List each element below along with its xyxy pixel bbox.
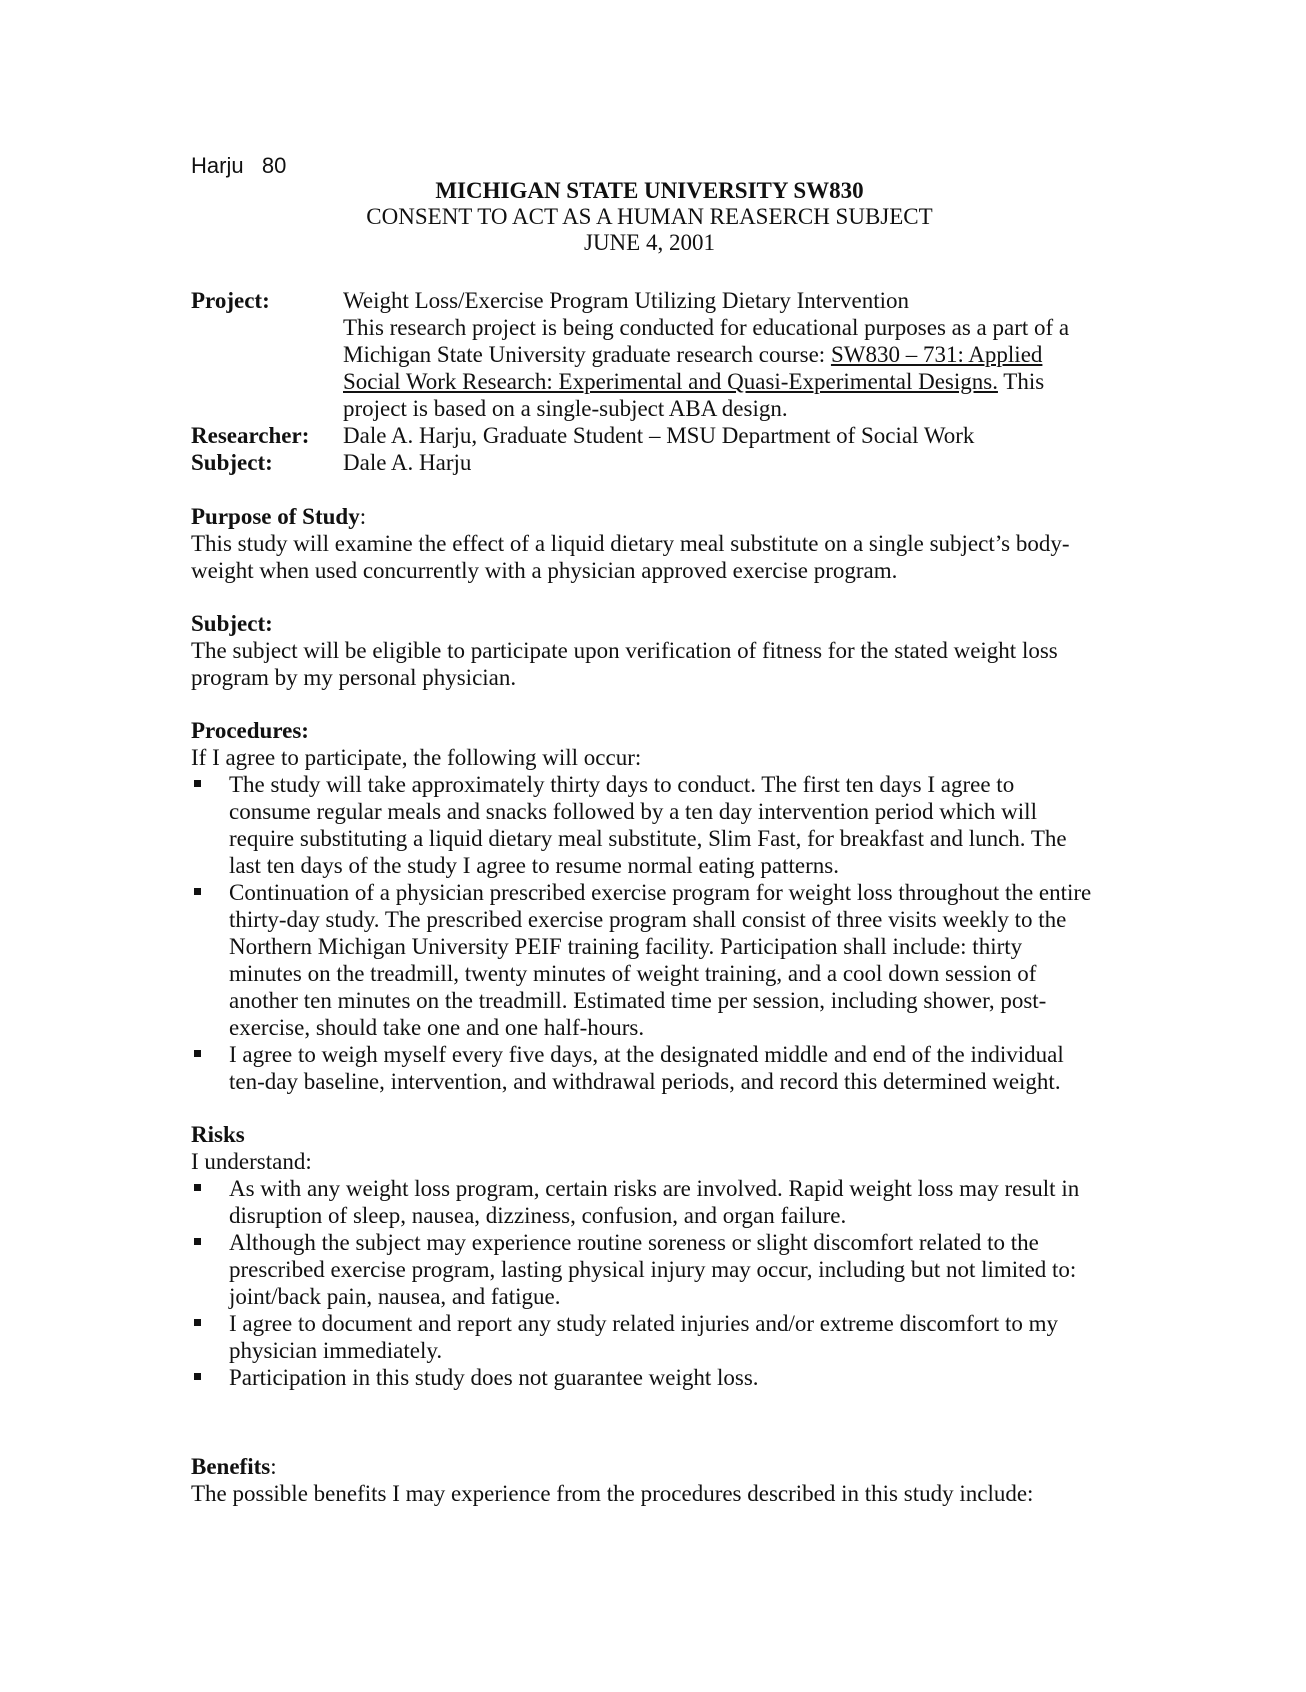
text-line: another ten minutes on the treadmill. Estimated time per session, including shower, post- bbox=[229, 988, 1047, 1013]
text-line: weight when used concurrently with a physician approved exercise program. bbox=[191, 558, 898, 583]
subject-heading: Subject: bbox=[191, 611, 273, 636]
document-title: MICHIGAN STATE UNIVERSITY SW830 bbox=[435, 178, 864, 203]
text-line: Northern Michigan University PEIF training facility. Participation shall include: thirty bbox=[229, 934, 1023, 959]
risks-heading: Risks bbox=[191, 1122, 245, 1147]
text-line: I agree to document and report any study related injuries and/or extreme discomfort to my bbox=[229, 1311, 1059, 1336]
benefits-text bbox=[191, 1480, 1121, 1507]
section-heading bbox=[191, 1453, 1121, 1480]
text-line: The subject will be eligible to participate upon verification of fitness for the stated weight loss bbox=[191, 638, 1058, 663]
subject-row bbox=[191, 449, 1121, 476]
text-line: last ten days of the study I agree to resume normal eating patterns. bbox=[229, 853, 839, 878]
text-line: joint/back pain, nausea, and fatigue. bbox=[229, 1284, 561, 1309]
researcher-label: Researcher: bbox=[191, 423, 310, 448]
subject-text bbox=[191, 637, 1121, 691]
project-line: project is based on a single-subject ABA design. bbox=[343, 396, 788, 421]
heading-colon: : bbox=[270, 1454, 277, 1479]
square-bullet-icon bbox=[194, 1050, 201, 1057]
subject-label: Subject: bbox=[191, 450, 273, 475]
square-bullet-icon bbox=[194, 888, 201, 895]
project-text: This bbox=[997, 369, 1045, 394]
project-text: Michigan State University graduate research course: bbox=[343, 342, 831, 367]
study-info bbox=[191, 287, 1121, 476]
text-line: prescribed exercise program, lasting physical injury may occur, including but not limited to: bbox=[229, 1257, 1077, 1282]
list-item bbox=[191, 1175, 1121, 1229]
text-line: Although the subject may experience routine soreness or slight discomfort related to the bbox=[229, 1230, 1039, 1255]
square-bullet-icon bbox=[194, 1238, 201, 1245]
risks-intro: I understand: bbox=[191, 1149, 312, 1174]
project-line bbox=[343, 368, 1121, 395]
square-bullet-icon bbox=[194, 780, 201, 787]
benefits-heading: Benefits bbox=[191, 1454, 271, 1479]
purpose-section bbox=[191, 503, 1121, 584]
list-item bbox=[191, 1310, 1121, 1364]
document-subtitle: CONSENT TO ACT AS A HUMAN REASERCH SUBJECT bbox=[366, 204, 933, 229]
subject-value: Dale A. Harju bbox=[343, 450, 472, 475]
square-bullet-icon bbox=[194, 1373, 201, 1380]
square-bullet-icon bbox=[194, 1184, 201, 1191]
square-bullet-icon bbox=[194, 1319, 201, 1326]
text-line: As with any weight loss program, certain risks are involved. Rapid weight loss may result in bbox=[229, 1176, 1080, 1201]
researcher-row bbox=[191, 422, 1121, 449]
text-line: exercise, should take one and one half-hours. bbox=[229, 1015, 645, 1040]
text-line: Participation in this study does not guarantee weight loss. bbox=[229, 1365, 759, 1390]
project-line: This research project is being conducted for educational purposes as a part of a bbox=[343, 315, 1070, 340]
text-line: Continuation of a physician prescribed exercise program for weight loss throughout the entire bbox=[229, 880, 1092, 905]
list-item bbox=[191, 771, 1121, 879]
text-line: require substituting a liquid dietary meal substitute, Slim Fast, for breakfast and lunch. The bbox=[229, 826, 1067, 851]
text-line: program by my personal physician. bbox=[191, 665, 517, 690]
course-name: Social Work Research: Experimental and Quasi-Experimental Designs. bbox=[343, 369, 998, 394]
project-label: Project: bbox=[191, 288, 270, 313]
list-item bbox=[191, 879, 1121, 1041]
text-line: The study will take approximately thirty days to conduct. The first ten days I agree to bbox=[229, 772, 1015, 797]
risks-section bbox=[191, 1121, 1121, 1391]
list-item bbox=[191, 1229, 1121, 1310]
text-line: consume regular meals and snacks followed by a ten day intervention period which will bbox=[229, 799, 1037, 824]
text-line: I agree to weigh myself every five days, at the designated middle and end of the individual bbox=[229, 1042, 1064, 1067]
text-line: The possible benefits I may experience from the procedures described in this study include: bbox=[191, 1481, 1034, 1506]
procedures-heading: Procedures: bbox=[191, 718, 309, 743]
risks-list bbox=[191, 1175, 1121, 1391]
procedures-section bbox=[191, 717, 1121, 1095]
purpose-heading: Purpose of Study bbox=[191, 504, 360, 529]
section-heading bbox=[191, 503, 1121, 530]
project-row bbox=[191, 287, 1121, 422]
procedures-list bbox=[191, 771, 1121, 1095]
text-line: This study will examine the effect of a liquid dietary meal substitute on a single subject’s body- bbox=[191, 531, 1070, 556]
text-line: physician immediately. bbox=[229, 1338, 443, 1363]
text-line: disruption of sleep, nausea, dizziness, confusion, and organ failure. bbox=[229, 1203, 847, 1228]
heading-colon: : bbox=[359, 504, 367, 529]
subject-section bbox=[191, 610, 1121, 691]
text-line: minutes on the treadmill, twenty minutes of weight training, and a cool down session of bbox=[229, 961, 1037, 986]
project-value bbox=[343, 287, 1121, 422]
project-line: Weight Loss/Exercise Program Utilizing Dietary Intervention bbox=[343, 288, 909, 313]
procedures-intro: If I agree to participate, the following will occur: bbox=[191, 745, 642, 770]
list-item bbox=[191, 1041, 1121, 1095]
running-head: Harju 80 bbox=[191, 153, 287, 178]
course-name: SW830 – 731: Applied bbox=[830, 342, 1043, 367]
text-line: ten-day baseline, intervention, and withdrawal periods, and record this determined weight. bbox=[229, 1069, 1061, 1094]
project-line bbox=[343, 341, 1121, 368]
text-line: thirty-day study. The prescribed exercise program shall consist of three visits weekly to the bbox=[229, 907, 1067, 932]
researcher-value: Dale A. Harju, Graduate Student – MSU Department of Social Work bbox=[343, 423, 975, 448]
list-item bbox=[191, 1364, 1121, 1391]
benefits-section bbox=[191, 1453, 1121, 1507]
title-block bbox=[191, 178, 1108, 256]
purpose-text bbox=[191, 530, 1121, 584]
document-date: JUNE 4, 2001 bbox=[584, 230, 715, 255]
